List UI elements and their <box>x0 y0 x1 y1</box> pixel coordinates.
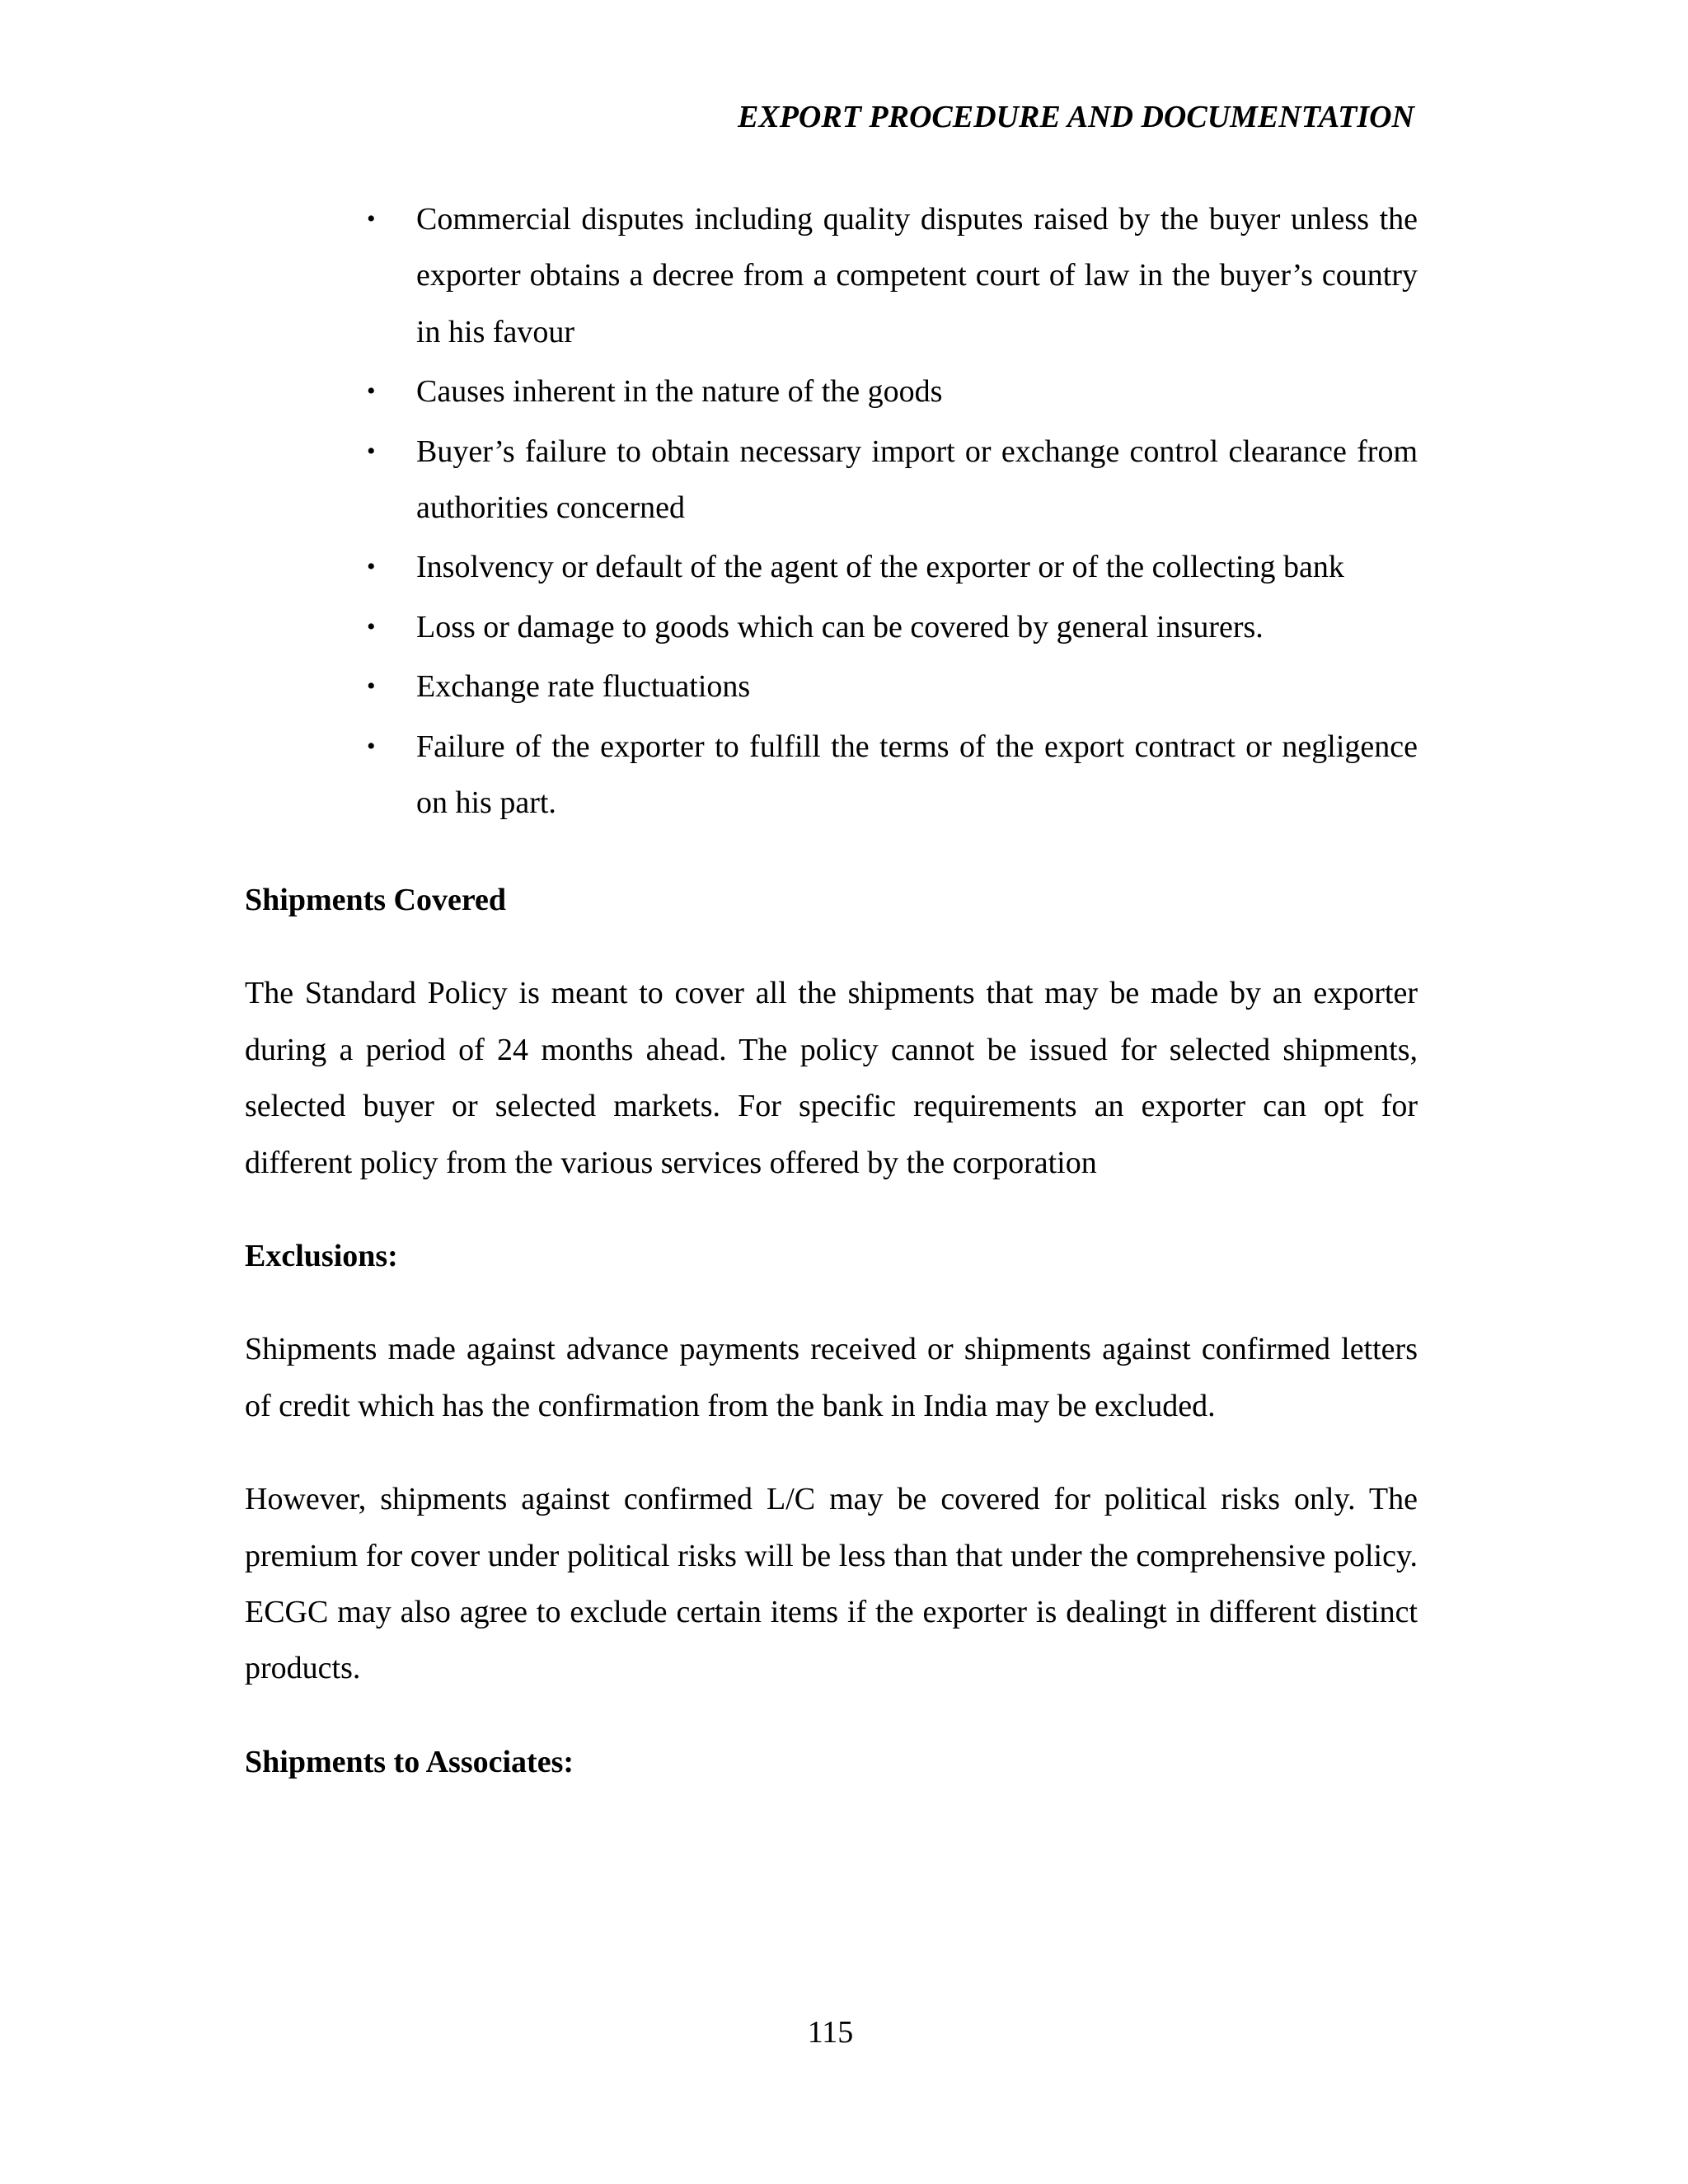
list-item-text: Causes inherent in the nature of the goods <box>416 374 943 410</box>
list-item <box>367 539 1418 595</box>
list-item <box>367 658 1418 715</box>
bullet-icon: • <box>367 553 376 581</box>
list-item-text: Failure of the exporter to fulfill the terms of the export contract or negligence on his part. <box>416 729 1418 821</box>
list-item <box>367 191 1418 360</box>
main-content <box>245 872 1418 1827</box>
bullet-icon: • <box>367 377 376 405</box>
list-item-text: Buyer’s failure to obtain necessary import or exchange control clearance from authorities concerned <box>416 434 1418 526</box>
list-item <box>367 599 1418 655</box>
bullet-icon: • <box>367 437 376 465</box>
list-item-text: Insolvency or default of the agent of the exporter or of the collecting bank <box>416 550 1344 585</box>
bullet-icon: • <box>367 673 376 701</box>
exclusions-paragraph-1: Shipments made against advance payments received or shipments against confirmed letters of credit which has the confirmation from the bank in India may be excluded. <box>245 1332 1418 1423</box>
shipments-covered-paragraph: The Standard Policy is meant to cover all the shipments that may be made by an exporter during a period of 24 months ahead. The policy cannot be issued for selected shipments, selected buyer or selected markets. For specific requirements an exporter can opt for different policy from the various services offered by the corporation <box>245 976 1418 1180</box>
exclusion-bullet-list <box>367 191 1418 834</box>
running-header: EXPORT PROCEDURE AND DOCUMENTATION <box>738 100 1414 134</box>
bullet-icon: • <box>367 732 376 760</box>
bullet-icon: • <box>367 205 376 232</box>
shipments-to-associates-heading: Shipments to Associates: <box>245 1744 574 1779</box>
list-item <box>367 424 1418 537</box>
list-item <box>367 363 1418 419</box>
list-item <box>367 719 1418 832</box>
list-item-text: Loss or damage to goods which can be covered by general insurers. <box>416 609 1264 644</box>
list-item-text: Exchange rate fluctuations <box>416 669 751 705</box>
exclusions-heading: Exclusions: <box>245 1239 398 1274</box>
bullet-icon: • <box>367 612 376 640</box>
list-item-text: Commercial disputes including quality disputes raised by the buyer unless the exporter obtains a decree from a competent court of law in the buyer’s country in his favour <box>416 202 1418 349</box>
shipments-covered-heading: Shipments Covered <box>245 883 507 917</box>
exclusions-paragraph-2: However, shipments against confirmed L/C may be covered for political risks only. The premium for cover under political risks will be less than that under the comprehensive policy. ECGC may also agree to exclude certain items if the exporter is dealingt in different distinct products. <box>245 1482 1418 1686</box>
page-number: 115 <box>807 2015 854 2050</box>
